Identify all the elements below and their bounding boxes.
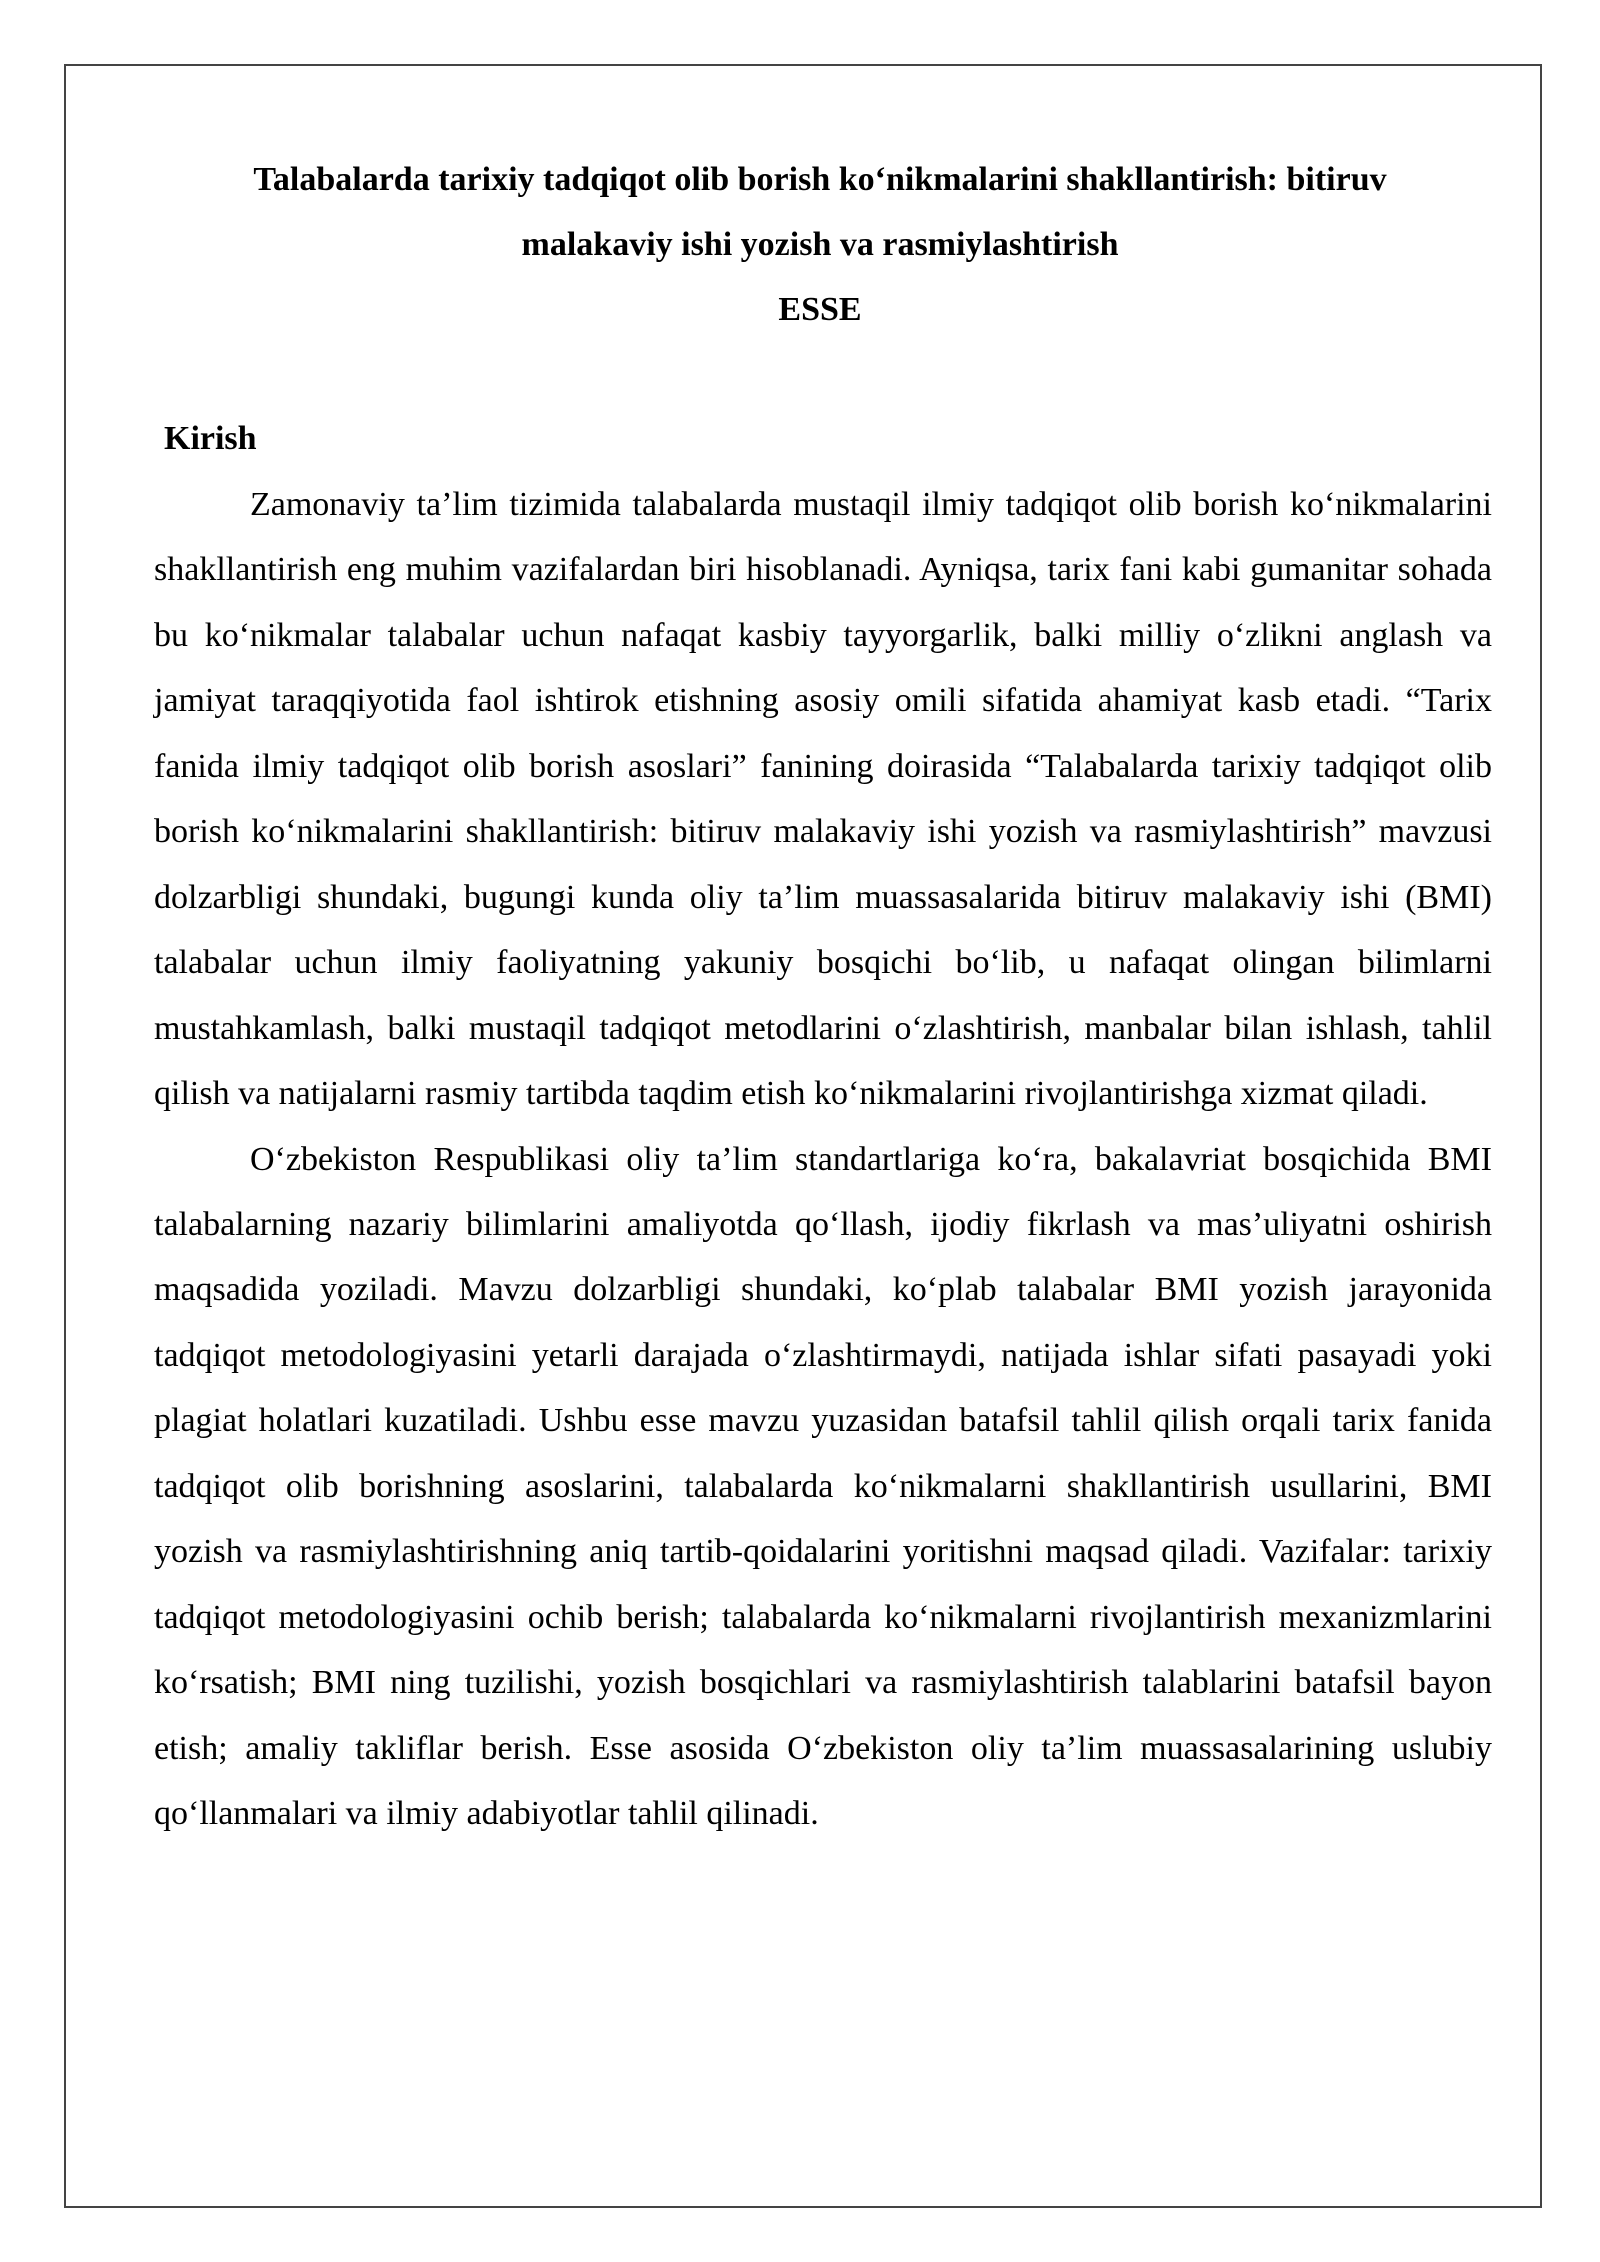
- document-title: [150, 147, 1490, 342]
- section-heading: Kirish: [164, 420, 257, 457]
- title-line-2: malakaviy ishi yozish va rasmiylashtirish: [521, 226, 1119, 263]
- body-text: [154, 472, 1492, 1847]
- paragraph: Zamonaviy ta’lim tizimida talabalarda mustaqil ilmiy tadqiqot olib borish ko‘nikmalarini shakllantirish eng muhim vazifalardan biri hisoblanadi. Ayniqsa, tarix fani kabi gumanitar sohada bu ko‘nikmalar talabalar uchun nafaqat kasbiy tayyorgarlik, balki milliy o‘zlikni anglash va jamiyat taraqqiyotida faol ishtirok etishning asosiy omili sifatida ahamiyat kasb etadi. “Tarix fanida ilmiy tadqiqot olib borish asoslari” fanining doirasida “Talabalarda tarixiy tadqiqot olib borish ko‘nikmalarini shakllantirish: bitiruv malakaviy ishi yozish va rasmiylashtirish” mavzusi dolzarbligi shundaki, bugungi kunda oliy ta’lim muassasalarida bitiruv malakaviy ishi (BMI) talabalar uchun ilmiy faoliyatning yakuniy bosqichi bo‘lib, u nafaqat olingan bilimlarni mustahkamlash, balki mustaqil tadqiqot metodlarini o‘zlashtirish, manbalar bilan ishlash, tahlil qilish va natijalarni rasmiy tartibda taqdim etish ko‘nikmalarini rivojlantirishga xizmat qiladi.: [154, 486, 1492, 1113]
- title-line-1: Talabalarda tarixiy tadqiqot olib borish ko‘nikmalarini shakllantirish: bitiruv: [253, 161, 1387, 198]
- paragraph: O‘zbekiston Respublikasi oliy ta’lim standartlariga ko‘ra, bakalavriat bosqichida BMI talabalarning nazariy bilimlarini amaliyotda qo‘llash, ijodiy fikrlash va mas’uliyatni oshirish maqsadida yoziladi. Mavzu dolzarbligi shundaki, ko‘plab talabalar BMI yozish jarayonida tadqiqot metodologiyasini yetarli darajada o‘zlashtirmaydi, natijada ishlar sifati pasayadi yoki plagiat holatlari kuzatiladi. Ushbu esse mavzu yuzasidan batafsil tahlil qilish orqali tarix fanida tadqiqot olib borishning asoslarini, talabalarda ko‘nikmalarni shakllantirish usullarini, BMI yozish va rasmiylashtirishning aniq tartib-qoidalarini yoritishni maqsad qiladi. Vazifalar: tarixiy tadqiqot metodologiyasini ochib berish; talabalarda ko‘nikmalarni rivojlantirish mexanizmlarini ko‘rsatish; BMI ning tuzilishi, yozish bosqichlari va rasmiylashtirish talablarini batafsil bayon etish; amaliy takliflar berish. Esse asosida O‘zbekiston oliy ta’lim muassasalarining uslubiy qo‘llanmalari va ilmiy adabiyotlar tahlil qilinadi.: [154, 1140, 1492, 1833]
- genre-label: ESSE: [778, 291, 862, 328]
